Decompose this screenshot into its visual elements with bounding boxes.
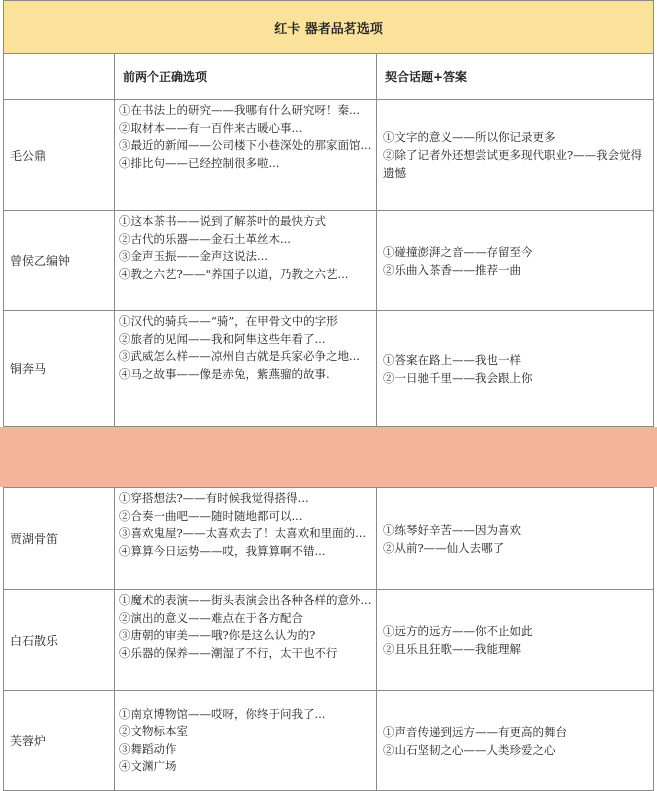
option-item: ①南京博物馆——哎呀，你终于问我了... — [119, 706, 326, 721]
artifact-name: 白石散乐 — [4, 590, 115, 690]
table-row-furong-lu — [4, 691, 653, 790]
answer-item: ①远方的远方——你不止如此 — [383, 624, 533, 638]
artifact-name: 贾湖骨笛 — [4, 488, 115, 589]
options-cell — [115, 311, 377, 426]
answer-item: ①练琴好辛苦——因为喜欢 — [383, 522, 521, 537]
separator-band — [0, 427, 657, 487]
options-cell — [115, 211, 377, 310]
table-row-bianzhong — [4, 211, 653, 311]
answer-item: ①碰撞澎湃之音——存留至今 — [383, 244, 533, 259]
option-item: ③舞蹈动作 — [119, 741, 177, 756]
table-row-baishi-sanyue — [4, 590, 653, 691]
option-item: ②旅者的见闻——我和阿隼这些年看了... — [119, 331, 326, 346]
header-topic-answer: 契合话题+答案 — [385, 70, 468, 84]
answer-item: ②从前?——仙人去哪了 — [383, 540, 505, 555]
card-table-1 — [3, 0, 654, 427]
option-item: ①在书法上的研究——我哪有什么研究呀！秦... — [119, 103, 360, 117]
table-title-row — [4, 1, 653, 54]
answer-item: ②除了记者外还想尝试更多现代职业?——我会觉得遗憾 — [383, 148, 643, 180]
option-item: ④算算今日运势——哎，我算算啊不错... — [119, 543, 326, 558]
card-table-2 — [3, 487, 654, 791]
header-row — [4, 54, 653, 100]
option-item: ③喜欢鬼屋?——太喜欢去了！太喜欢和里面的... — [119, 526, 367, 540]
answers-cell — [377, 311, 653, 426]
option-item: ②取材本——有一百件来古暖心事... — [119, 120, 303, 135]
table-title: 红卡 器者品茗选项 — [274, 21, 383, 37]
options-cell — [115, 590, 377, 690]
option-item: ②合奏一曲吧——随时随地都可以... — [119, 508, 303, 523]
answers-cell — [377, 590, 653, 690]
answer-item: ①文字的意义——所以你记录更多 — [383, 130, 556, 144]
option-item: ③最近的新闻——公司楼下小巷深处的那家面馆... — [119, 138, 372, 152]
artifact-name: 曾侯乙编钟 — [4, 211, 115, 310]
artifact-name: 芙蓉炉 — [4, 691, 115, 790]
answer-item: ②乐曲入茶香——推荐一曲 — [383, 262, 521, 277]
answers-cell — [377, 100, 653, 210]
option-item: ④乐器的保养——潮湿了不行，太干也不行 — [119, 645, 338, 660]
answer-item: ①声音传递到远方——有更高的舞台 — [383, 724, 567, 739]
option-item: ①穿搭想法?——有时候我觉得搭得... — [119, 491, 309, 505]
table-row-maogongding — [4, 100, 653, 211]
option-item: ①这本茶书——说到了解茶叶的最快方式 — [119, 214, 326, 228]
option-item: ④教之六艺?——"养国子以道，乃教之六艺... — [119, 266, 349, 281]
table-row-bronze-horse — [4, 311, 653, 426]
option-item: ④排比句——已经控制很多啦... — [119, 155, 280, 170]
answers-cell — [377, 211, 653, 310]
options-cell — [115, 488, 377, 589]
option-item: ③唐朝的审美——哦?你是这么认为的? — [119, 628, 316, 642]
table-row-bone-flute — [4, 488, 653, 590]
options-cell — [115, 691, 377, 790]
header-correct-options: 前两个正确选项 — [115, 54, 377, 99]
answer-item: ②且乐且狂歌——我能理解 — [383, 642, 521, 656]
answer-item: ①答案在路上——我也一样 — [383, 352, 521, 367]
option-item: ④文渊广场 — [119, 759, 177, 773]
option-item: ②演出的意义——难点在于各方配合 — [119, 610, 303, 625]
header-cell-empty — [4, 54, 115, 99]
artifact-name: 铜奔马 — [4, 311, 115, 426]
option-item: ③武威怎么样——凉州自古就是兵家必争之地... — [119, 349, 360, 363]
option-item: ④马之故事——像是赤兔，紫燕骝的故事. — [119, 366, 330, 381]
option-item: ②古代的乐器——金石土革丝木... — [119, 231, 291, 246]
option-item: ③金声玉振——金声这说法... — [119, 249, 268, 263]
answers-cell — [377, 691, 653, 790]
option-item: ②文物标本室 — [119, 724, 188, 738]
answer-item: ②山石坚韧之心——人类珍爱之心 — [383, 742, 556, 757]
options-cell — [115, 100, 377, 210]
answers-cell — [377, 488, 653, 589]
option-item: ①魔术的表演——街头表演会出各种各样的意外... — [119, 593, 372, 607]
answer-item: ②一日驰千里——我会跟上你 — [383, 370, 533, 385]
option-item: ①汉代的骑兵——“骑”，在甲骨文中的字形 — [119, 314, 338, 328]
artifact-name: 毛公鼎 — [4, 100, 115, 210]
